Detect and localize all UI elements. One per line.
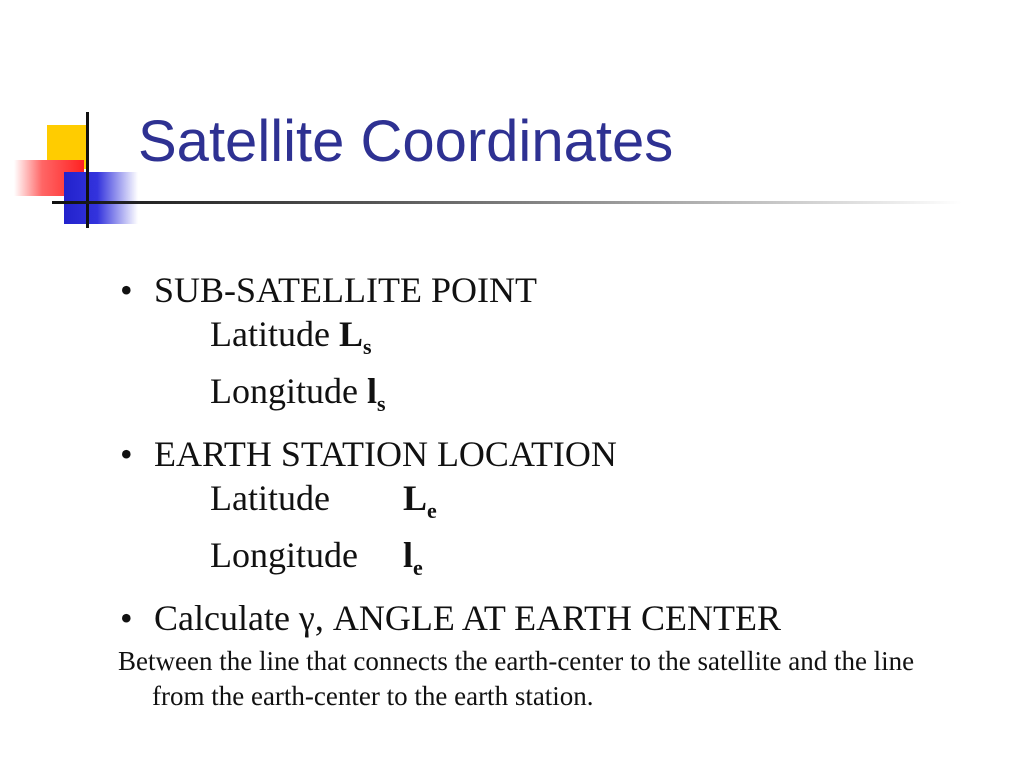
- slide-body: [118, 268, 978, 714]
- bullet-marker: •: [120, 434, 133, 474]
- sub-item-latitude: [118, 476, 978, 533]
- longitude-symbol: $l_e$: [403, 535, 423, 580]
- sub-item-longitude: [118, 369, 978, 426]
- vertical-rule: [86, 112, 89, 228]
- latitude-symbol: $L_s$: [338, 314, 372, 359]
- sub-item-latitude: [118, 312, 978, 369]
- bullet-calculate-gamma: [118, 596, 978, 640]
- sub-item-label: Latitude: [210, 314, 330, 354]
- bullet-sub-satellite-point: [118, 268, 978, 312]
- latitude-symbol: $L_e$: [403, 478, 437, 523]
- sub-item-label: Longitude: [210, 371, 358, 411]
- title-underline: [52, 201, 962, 204]
- bullet-text: SUB-SATELLITE POINT: [154, 270, 537, 310]
- explanation-note: Between the line that connects the earth-center to the satellite and the line from the earth-center to the earth station.: [118, 646, 915, 711]
- blue-square-decoration: [64, 172, 138, 224]
- sub-item-label: Longitude: [210, 535, 358, 575]
- sub-item-label: Latitude: [210, 478, 330, 518]
- bullet-text: EARTH STATION LOCATION: [154, 434, 617, 474]
- title-decoration: [0, 0, 160, 240]
- longitude-symbol: $l_s$: [366, 371, 386, 416]
- slide-title: Satellite Coordinates: [138, 109, 674, 174]
- bullet-marker: •: [120, 270, 133, 310]
- bullet-marker: •: [120, 598, 133, 638]
- sub-item-longitude: [118, 533, 978, 590]
- bullet-earth-station-location: [118, 432, 978, 476]
- bullet-text: Calculate γ, ANGLE AT EARTH CENTER: [154, 598, 781, 638]
